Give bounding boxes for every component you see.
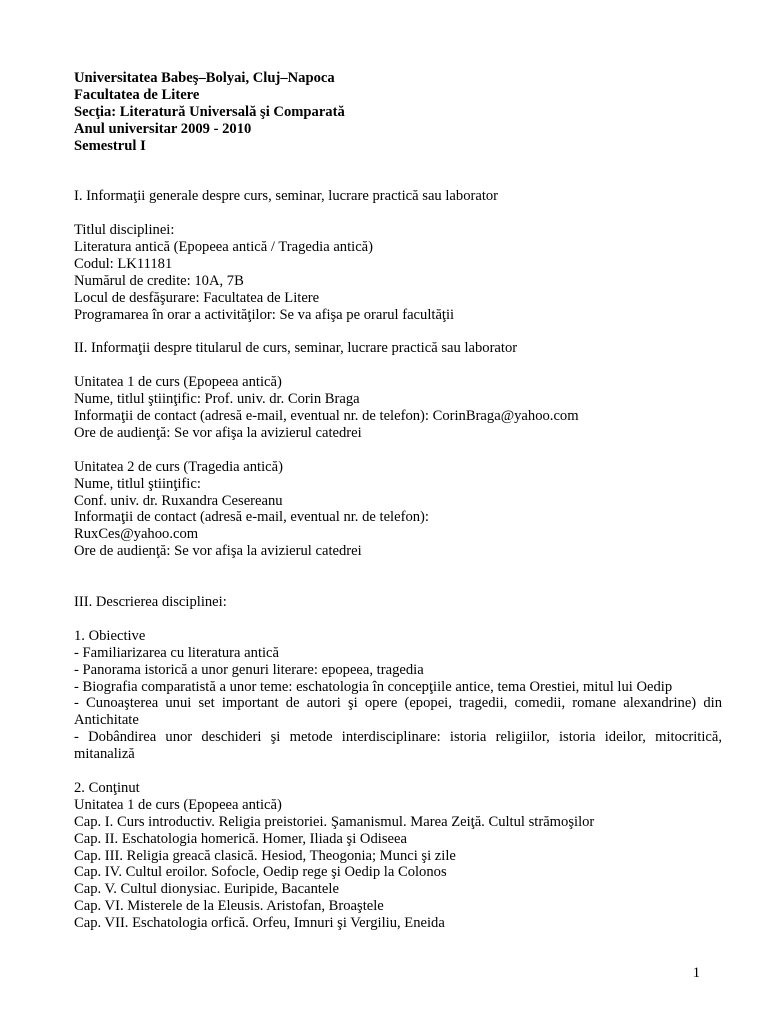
document-header xyxy=(74,70,722,155)
objective-item: - Dobândirea unor deschideri şi metode interdisciplinare: istoria religiilor, istoria ideilor, mitocritică, mitanaliză xyxy=(74,729,722,763)
info-line: Numărul de credite: 10A, 7B xyxy=(74,272,244,289)
objectives-list xyxy=(74,645,722,763)
section-1-info xyxy=(74,222,722,323)
chapter-item: Cap. V. Cultul dionysiac. Euripide, Bacantele xyxy=(74,881,339,898)
header-semester: Semestrul I xyxy=(74,137,146,154)
chapter-item: Cap. VII. Eschatologia orfică. Orfeu, Imnuri şi Vergiliu, Eneida xyxy=(74,915,445,932)
content-unit-title: Unitatea 1 de curs (Epopeea antică) xyxy=(74,796,282,813)
unit-2-details xyxy=(74,459,722,560)
chapter-item: Cap. IV. Cultul eroilor. Sofocle, Oedip rege şi Oedip la Colonos xyxy=(74,864,447,881)
chapter-item: Cap. I. Curs introductiv. Religia preistoriei. Şamanismul. Marea Zeiţă. Cultul strămoşilor xyxy=(74,813,595,830)
unit-line: Nume, titlul ştiinţific: xyxy=(74,475,201,492)
unit-line: Conf. univ. dr. Ruxandra Cesereanu xyxy=(74,492,283,509)
info-line: Programarea în orar a activităţilor: Se va afişa pe orarul facultăţii xyxy=(74,306,455,323)
section-3-title: III. Descrierea disciplinei: xyxy=(74,594,227,610)
section-2-title: II. Informaţii despre titularul de curs, seminar, lucrare practică sau laborator xyxy=(74,340,518,357)
chapter-item: Cap. III. Religia greacă clasică. Hesiod, Theogonia; Munci şi zile xyxy=(74,847,456,864)
unit-line: Nume, titlul ştiinţific: Prof. univ. dr. Corin Braga xyxy=(74,391,360,408)
info-line: Titlul disciplinei: xyxy=(74,222,175,239)
objectives-title: 1. Obiective xyxy=(74,627,146,644)
header-section: Secţia: Literatură Universală şi Comparată xyxy=(74,103,345,120)
info-line: Codul: LK11181 xyxy=(74,255,173,272)
header-academic-year: Anul universitar 2009 - 2010 xyxy=(74,120,252,137)
header-university: Universitatea Babeş–Bolyai, Cluj–Napoca xyxy=(74,70,335,86)
unit-line: Unitatea 1 de curs (Epopeea antică) xyxy=(74,374,282,391)
unit-line: RuxCes@yahoo.com xyxy=(74,526,199,543)
unit-line: Unitatea 2 de curs (Tragedia antică) xyxy=(74,458,283,475)
unit-1-details xyxy=(74,374,722,442)
objective-item: - Biografia comparatistă a unor teme: eschatologia în concepţiile antice, tema Orestiei, mitul lui Oedip xyxy=(74,678,673,695)
page-number: 1 xyxy=(692,965,700,981)
chapters-list xyxy=(74,814,722,932)
content-title: 2. Conţinut xyxy=(74,779,140,796)
chapter-item: Cap. VI. Misterele de la Eleusis. Aristofan, Broaştele xyxy=(74,898,384,915)
unit-line: Ore de audienţă: Se vor afişa la avizierul catedrei xyxy=(74,424,362,441)
info-line: Literatura antică (Epopeea antică / Tragedia antică) xyxy=(74,239,374,256)
unit-line: Informaţii de contact (adresă e-mail, eventual nr. de telefon): CorinBraga@yahoo.com xyxy=(74,408,579,425)
unit-line: Informaţii de contact (adresă e-mail, eventual nr. de telefon): xyxy=(74,509,429,526)
objective-item: - Cunoaşterea unui set important de autori şi opere (epopei, tragedii, comedii, romane alexandrine) din Antichitate xyxy=(74,695,722,729)
chapter-item: Cap. II. Eschatologia homerică. Homer, Iliada şi Odiseea xyxy=(74,830,407,847)
document-page xyxy=(74,70,722,932)
section-1-title: I. Informaţii generale despre curs, seminar, lucrare practică sau laborator xyxy=(74,188,499,205)
header-faculty: Facultatea de Litere xyxy=(74,86,200,103)
objective-item: - Panorama istorică a unor genuri literare: epopeea, tragedia xyxy=(74,661,424,678)
info-line: Locul de desfăşurare: Facultatea de Litere xyxy=(74,289,320,306)
unit-line: Ore de audienţă: Se vor afişa la avizierul catedrei xyxy=(74,543,362,560)
objective-item: - Familiarizarea cu literatura antică xyxy=(74,644,280,661)
